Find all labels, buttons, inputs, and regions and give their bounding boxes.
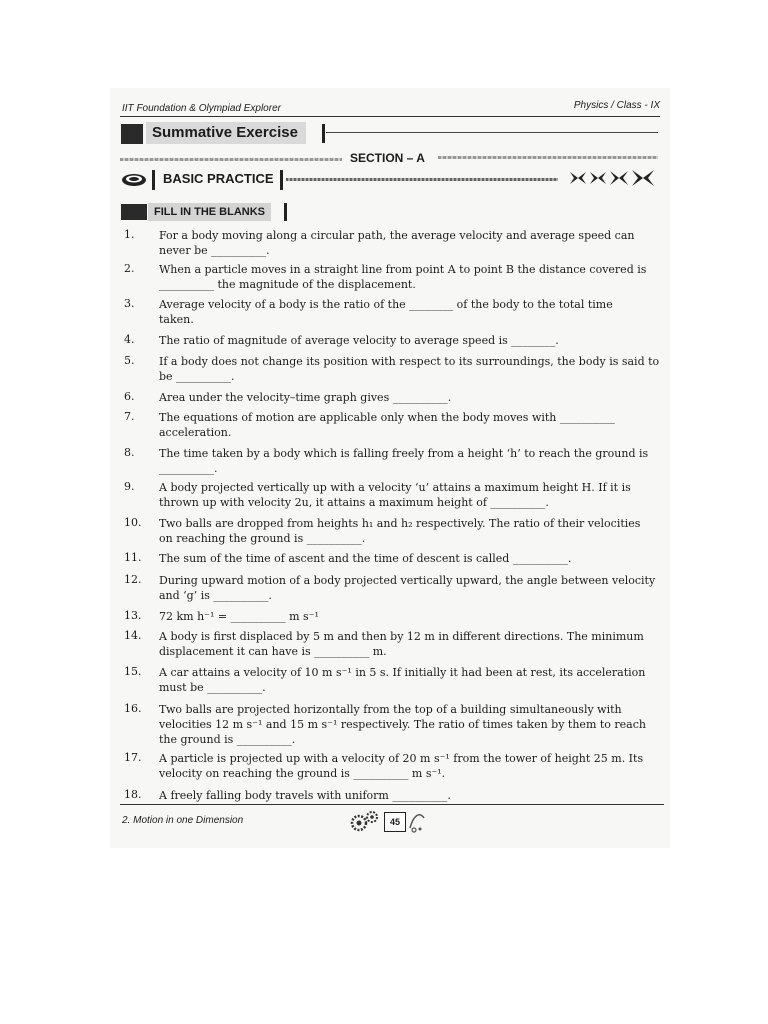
question-number: 11. <box>124 551 142 564</box>
question-text: The ratio of magnitude of average velocity to average speed is ________. <box>159 334 559 347</box>
question-number: 5. <box>124 354 135 367</box>
question-number: 3. <box>124 297 135 310</box>
section-rule-left <box>120 158 342 161</box>
question-number: 6. <box>124 390 135 403</box>
gears-icon <box>350 808 380 834</box>
header-rule <box>120 116 660 117</box>
basic-practice-rule <box>286 178 558 181</box>
question-text: The time taken by a body which is falling freely from a height ‘h’ to reach the ground is <box>159 447 649 460</box>
basic-practice-icon <box>121 173 147 187</box>
question-text: The equations of motion are applicable only when the body moves with __________ <box>159 411 615 424</box>
question-number: 17. <box>124 751 142 764</box>
question-number: 9. <box>124 480 135 493</box>
question-text: __________. <box>159 462 218 475</box>
footer-chapter: 2. Motion in one Dimension <box>122 815 244 826</box>
question-text: 72 km h⁻¹ = __________ m s⁻¹ <box>159 610 319 623</box>
page-number: 45 <box>384 812 406 832</box>
question-number: 15. <box>124 665 142 678</box>
question-text: acceleration. <box>159 426 232 439</box>
question-text: must be __________. <box>159 681 266 694</box>
question-number: 18. <box>124 788 142 801</box>
question-text: A body is first displaced by 5 m and then by 12 m in different directions. The minimum <box>159 630 644 643</box>
fill-blanks-marker <box>121 204 147 220</box>
question-text: and ‘g’ is __________. <box>159 589 272 602</box>
question-text: displacement it can have is __________ m. <box>159 645 387 658</box>
swirl-icon <box>406 808 436 834</box>
fill-blanks-divider <box>284 203 287 221</box>
question-text: never be __________. <box>159 244 270 257</box>
question-text: __________ the magnitude of the displacement. <box>159 278 416 291</box>
question-number: 7. <box>124 410 135 423</box>
footer-rule <box>120 804 664 805</box>
header-book-title: IIT Foundation & Olympiad Explorer <box>122 103 281 114</box>
basic-practice-divider-right <box>280 170 283 190</box>
question-text: The sum of the time of ascent and the time of descent is called __________. <box>159 552 572 565</box>
question-number: 16. <box>124 702 142 715</box>
question-number: 8. <box>124 446 135 459</box>
basic-practice-title: BASIC PRACTICE <box>163 171 274 186</box>
summative-marker <box>121 124 143 144</box>
question-text: velocity on reaching the ground is __________ m s⁻¹. <box>159 767 446 780</box>
section-title: SECTION – A <box>350 151 425 165</box>
question-text: be __________. <box>159 370 235 383</box>
question-text: Two balls are projected horizontally from the top of a building simultaneously with <box>159 703 622 716</box>
question-text: Area under the velocity–time graph gives __________. <box>159 391 452 404</box>
question-number: 12. <box>124 573 142 586</box>
summative-title: Summative Exercise <box>146 122 306 144</box>
question-text: velocities 12 m s⁻¹ and 15 m s⁻¹ respectively. The ratio of times taken by them to reach <box>159 718 646 731</box>
question-text: A particle is projected up with a velocity of 20 m s⁻¹ from the tower of height 25 m. Its <box>159 752 644 765</box>
question-number: 10. <box>124 516 142 529</box>
question-number: 13. <box>124 609 142 622</box>
question-text: thrown up with velocity 2u, it attains a maximum height of __________. <box>159 496 549 509</box>
section-rule-right <box>438 156 658 159</box>
question-text: When a particle moves in a straight line from point A to point B the distance covered is <box>159 263 647 276</box>
question-text: If a body does not change its position with respect to its surroundings, the body is said to <box>159 355 660 368</box>
basic-practice-divider <box>152 170 155 190</box>
question-text: A car attains a velocity of 10 m s⁻¹ in 5 s. If initially it had been at rest, its acceleration <box>159 666 646 679</box>
question-text: the ground is __________. <box>159 733 296 746</box>
question-text: For a body moving along a circular path, the average velocity and average speed can <box>159 229 635 242</box>
fill-blanks-title: FILL IN THE BLANKS <box>148 203 271 221</box>
question-text: A body projected vertically up with a velocity ‘u’ attains a maximum height H. If it is <box>159 481 631 494</box>
question-number: 2. <box>124 262 135 275</box>
ornament-icon <box>568 168 660 188</box>
question-text: taken. <box>159 313 194 326</box>
question-text: on reaching the ground is __________. <box>159 532 366 545</box>
question-text: A freely falling body travels with uniform __________. <box>159 789 451 802</box>
header-subject: Physics / Class - IX <box>573 100 660 111</box>
question-text: Average velocity of a body is the ratio of the ________ of the body to the total time <box>159 298 613 311</box>
question-number: 14. <box>124 629 142 642</box>
question-number: 4. <box>124 333 135 346</box>
question-number: 1. <box>124 228 135 241</box>
question-text: During upward motion of a body projected vertically upward, the angle between velocity <box>159 574 656 587</box>
summative-rule <box>326 132 658 133</box>
summative-divider <box>322 124 325 143</box>
question-text: Two balls are dropped from heights h₁ and h₂ respectively. The ratio of their velocities <box>159 517 641 530</box>
